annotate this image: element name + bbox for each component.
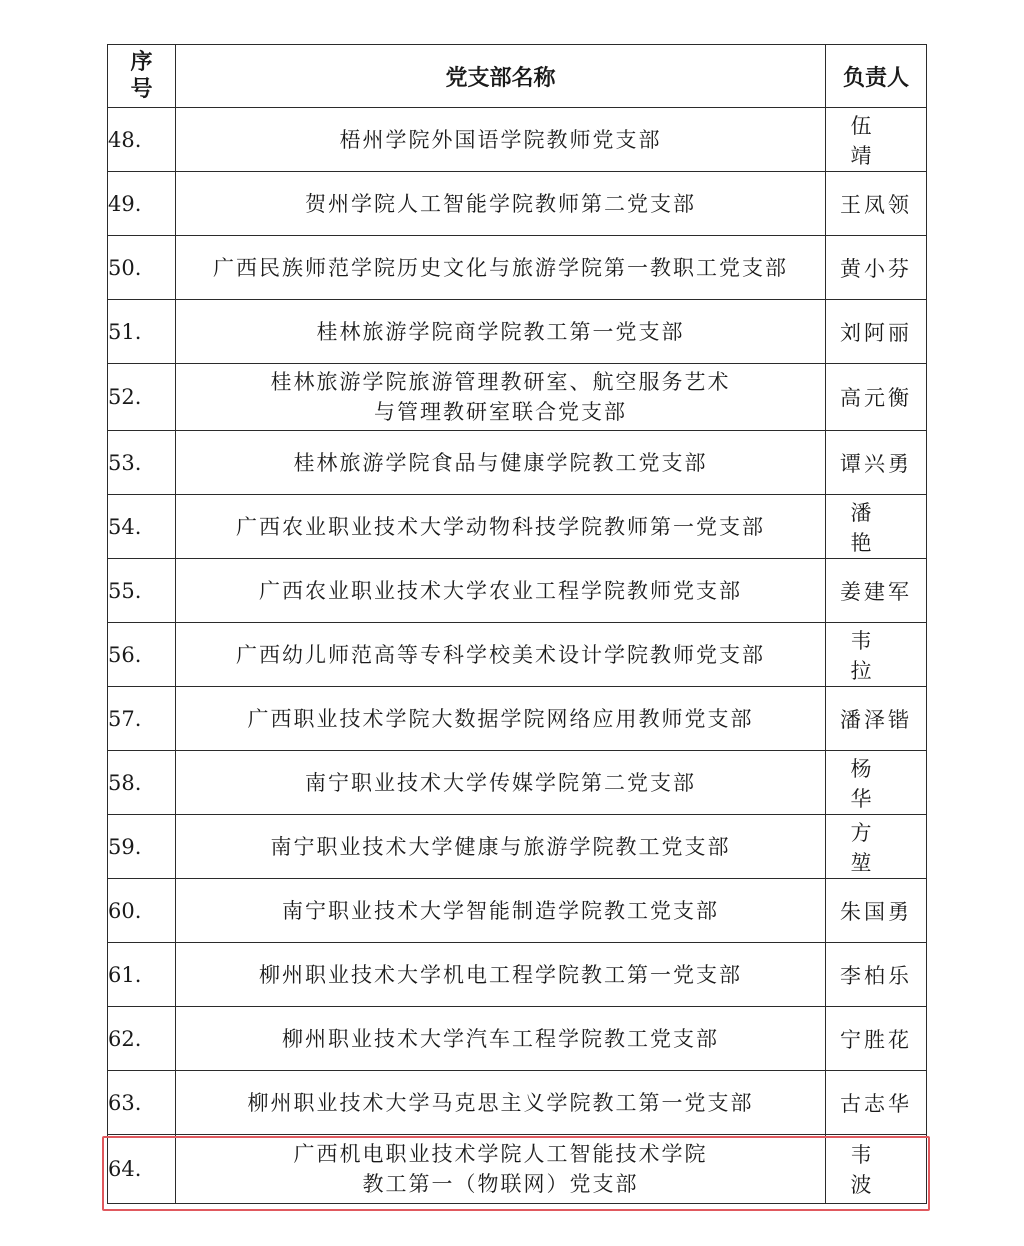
header-index: 序 号 [108, 45, 176, 108]
row-index: 51. [108, 300, 176, 364]
table-header-row [108, 45, 927, 108]
row-index: 48. [108, 108, 176, 172]
row-leader: 姜建军 [826, 559, 927, 623]
branch-name-line: 与管理教研室联合党支部 [374, 400, 627, 424]
branch-name-line: 广西机电职业技术学院人工智能技术学院 [293, 1142, 708, 1166]
table-row [108, 300, 927, 364]
branch-name-line: 贺州学院人工智能学院教师第二党支部 [305, 191, 696, 216]
row-index: 59. [108, 815, 176, 879]
row-leader: 王凤领 [826, 172, 927, 236]
row-index: 64. [108, 1135, 176, 1204]
row-branch-name [176, 236, 826, 300]
table-body [108, 108, 927, 1204]
branch-name-line: 桂林旅游学院食品与健康学院教工党支部 [293, 450, 708, 475]
table-row [108, 815, 927, 879]
table-row [108, 108, 927, 172]
row-index: 52. [108, 364, 176, 431]
branch-name-line: 桂林旅游学院旅游管理教研室、航空服务艺术 [270, 370, 731, 394]
row-branch-name [176, 879, 826, 943]
row-leader: 朱国勇 [826, 879, 927, 943]
row-branch-name [176, 1007, 826, 1071]
table-row [108, 1007, 927, 1071]
row-branch-name [176, 495, 826, 559]
table-row [108, 495, 927, 559]
row-index: 60. [108, 879, 176, 943]
row-branch-name [176, 559, 826, 623]
row-branch-name [176, 815, 826, 879]
table-row [108, 431, 927, 495]
header-branch-name: 党支部名称 [176, 45, 826, 108]
row-leader: 李柏乐 [826, 943, 927, 1007]
table-row [108, 172, 927, 236]
table-row [108, 751, 927, 815]
row-branch-name [176, 943, 826, 1007]
row-leader: 谭兴勇 [826, 431, 927, 495]
table-row [108, 1135, 927, 1204]
table-row [108, 623, 927, 687]
row-index: 53. [108, 431, 176, 495]
row-branch-name [176, 1135, 826, 1204]
row-index: 61. [108, 943, 176, 1007]
row-leader: 韦波 [826, 1135, 927, 1204]
branch-name-line: 南宁职业技术大学智能制造学院教工党支部 [282, 898, 719, 923]
row-leader: 潘艳 [826, 495, 927, 559]
branch-name-line: 桂林旅游学院商学院教工第一党支部 [316, 319, 685, 344]
row-leader: 古志华 [826, 1071, 927, 1135]
table-row [108, 236, 927, 300]
branch-name-line: 广西民族师范学院历史文化与旅游学院第一教职工党支部 [213, 255, 788, 280]
branch-table [107, 44, 927, 1204]
branch-name-line: 广西幼儿师范高等专科学校美术设计学院教师党支部 [236, 642, 765, 667]
table-row [108, 559, 927, 623]
branch-name-line: 柳州职业技术大学马克思主义学院教工第一党支部 [247, 1090, 754, 1115]
table-row [108, 879, 927, 943]
row-branch-name [176, 751, 826, 815]
row-branch-name [176, 172, 826, 236]
row-index: 62. [108, 1007, 176, 1071]
row-index: 55. [108, 559, 176, 623]
row-branch-name [176, 300, 826, 364]
row-leader: 韦拉 [826, 623, 927, 687]
row-leader: 高元衡 [826, 364, 927, 431]
branch-name-line: 南宁职业技术大学传媒学院第二党支部 [305, 770, 696, 795]
row-leader: 潘泽锴 [826, 687, 927, 751]
row-leader: 伍靖 [826, 108, 927, 172]
branch-name-line: 广西农业职业技术大学农业工程学院教师党支部 [259, 578, 742, 603]
branch-name-line: 南宁职业技术大学健康与旅游学院教工党支部 [270, 834, 731, 859]
table-row [108, 1071, 927, 1135]
row-index: 54. [108, 495, 176, 559]
row-index: 58. [108, 751, 176, 815]
row-branch-name [176, 687, 826, 751]
branch-name-line: 教工第一（物联网）党支部 [362, 1172, 639, 1196]
row-leader: 杨华 [826, 751, 927, 815]
branch-name-line: 广西职业技术学院大数据学院网络应用教师党支部 [247, 706, 754, 731]
header-leader: 负责人 [826, 45, 927, 108]
row-branch-name [176, 1071, 826, 1135]
row-branch-name [176, 431, 826, 495]
branch-name-line: 柳州职业技术大学汽车工程学院教工党支部 [282, 1026, 719, 1051]
table-row [108, 364, 927, 431]
branch-name-line: 柳州职业技术大学机电工程学院教工第一党支部 [259, 962, 742, 987]
row-leader: 宁胜花 [826, 1007, 927, 1071]
row-index: 57. [108, 687, 176, 751]
row-index: 56. [108, 623, 176, 687]
table-row [108, 687, 927, 751]
table-row [108, 943, 927, 1007]
row-index: 63. [108, 1071, 176, 1135]
row-index: 49. [108, 172, 176, 236]
row-index: 50. [108, 236, 176, 300]
row-leader: 方堃 [826, 815, 927, 879]
row-branch-name [176, 108, 826, 172]
branch-name-line: 广西农业职业技术大学动物科技学院教师第一党支部 [236, 514, 765, 539]
row-branch-name [176, 364, 826, 431]
branch-name-line: 梧州学院外国语学院教师党支部 [339, 127, 662, 152]
row-branch-name [176, 623, 826, 687]
row-leader: 刘阿丽 [826, 300, 927, 364]
row-leader: 黄小芬 [826, 236, 927, 300]
